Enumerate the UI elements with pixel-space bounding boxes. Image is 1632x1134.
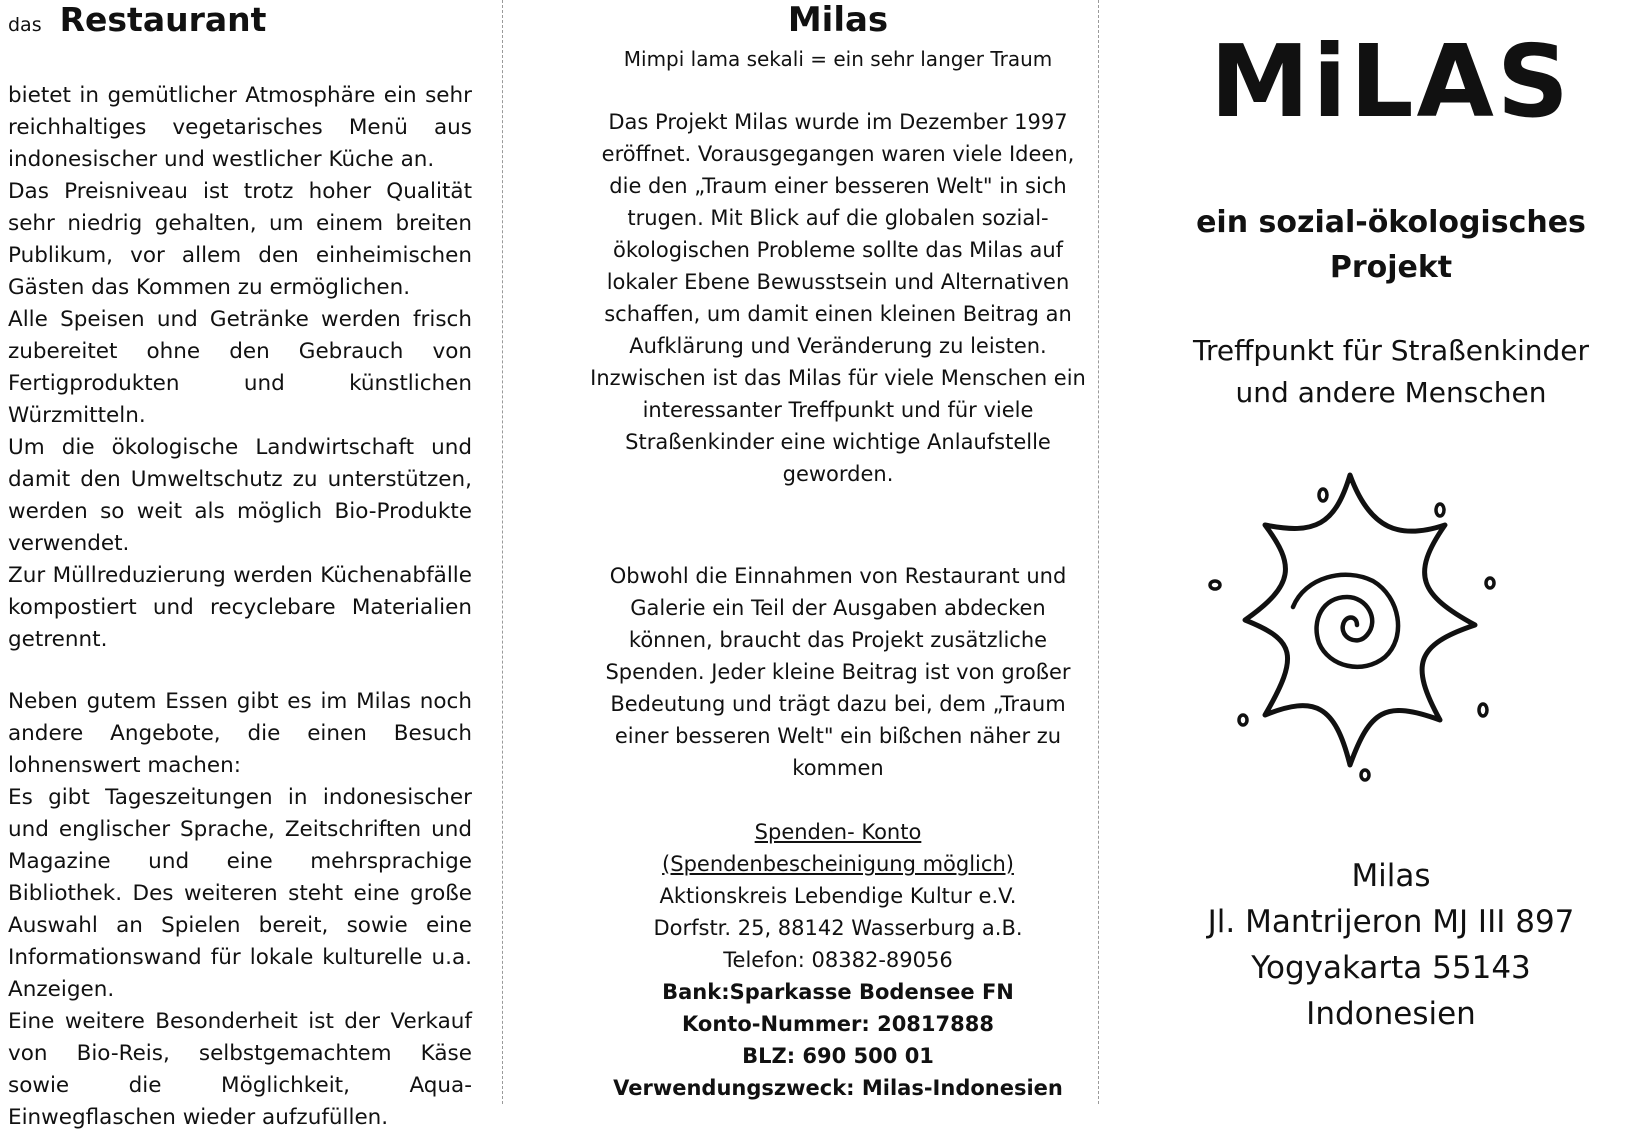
sun-spiral	[1293, 575, 1398, 667]
milas-logo-text: MiLAS	[1210, 23, 1572, 140]
account-purpose: Verwendungszweck: Milas-Indonesien	[613, 1076, 1063, 1100]
cover-subtitle-line: Projekt	[1329, 250, 1453, 285]
project-title: Milas	[787, 0, 889, 40]
address-name: Milas	[1351, 858, 1431, 894]
project-subtitle: Mimpi lama sekali = ein sehr langer Traum	[623, 47, 1053, 71]
account-bank: Bank:Sparkasse Bodensee FN	[662, 980, 1014, 1004]
restaurant-heading-article: das	[8, 14, 42, 36]
restaurant-paragraph: Alle Speisen und Getränke werden frisch zubereitet ohne den Gebrauch von Fertigprodukten und künstlichen Würzmitteln.	[8, 307, 472, 428]
donation-account	[568, 816, 1108, 1104]
cover-panel	[1150, 0, 1632, 1104]
account-number: Konto-Nummer: 20817888	[682, 1012, 994, 1036]
restaurant-heading	[8, 0, 266, 39]
spiral-sun-icon	[1185, 465, 1515, 795]
restaurant-heading-title: Restaurant	[59, 0, 267, 39]
restaurant-paragraph: Das Preisniveau ist trotz hoher Qualität sehr niedrig gehalten, um einem breiten Publikum, vor allem den einheimischen Gästen das Kommen zu ermöglichen.	[8, 179, 472, 300]
sun-dot	[1486, 578, 1494, 588]
restaurant-paragraph: Neben gutem Essen gibt es im Milas noch andere Angebote, die einen Besuch lohnenswert machen:	[8, 689, 472, 778]
address-street: Jl. Mantrijeron MJ III 897	[1207, 904, 1575, 940]
cover-subtitle-line: ein sozial-ökologisches	[1196, 205, 1586, 240]
project-intro-paragraph: Das Projekt Milas wurde im Dezember 1997 eröffnet. Vorausgegangen waren viele Ideen, die den „Traum einer besseren Welt" in sich trugen. Mit Blick auf die globalen sozial-ökologischen Probleme sollte das Milas auf lokaler Ebene Bewusstsein und Alternativen schaffen, um damit einen kleinen Beitrag an Aufklärung und Veränderung zu leisten.	[601, 110, 1075, 358]
account-receipt-note: (Spendenbescheinigung möglich)	[662, 852, 1014, 876]
cover-tagline-line: und andere Menschen	[1235, 376, 1547, 409]
fold-line-right	[1098, 0, 1099, 1104]
cover-tagline	[1150, 330, 1632, 414]
account-heading: Spenden- Konto	[754, 820, 922, 844]
donation-paragraph: Obwohl die Einnahmen von Restaurant und Galerie ein Teil der Ausgaben abdecken können, braucht das Projekt zusätzliche Spenden. Jeder kleine Beitrag ist von großer Bedeutung und trägt dazu bei, dem „Traum einer besseren Welt" ein bißchen näher zu kommen	[605, 564, 1071, 780]
restaurant-paragraph: bietet in gemütlicher Atmosphäre ein sehr reichhaltiges vegetarisches Menü aus indonesischer und westlicher Küche an.	[8, 83, 472, 172]
project-history	[568, 106, 1108, 490]
milas-address	[1150, 853, 1632, 1037]
sun-outline	[1245, 475, 1475, 765]
account-street: Dorfstr. 25, 88142 Wasserburg a.B.	[653, 916, 1023, 940]
restaurant-paragraph: Zur Müllreduzierung werden Küchenabfälle kompostiert und recyclebare Materialien getrennt.	[8, 563, 472, 652]
project-panel	[568, 0, 1108, 1104]
sun-dot	[1436, 504, 1444, 516]
address-city: Yogyakarta 55143	[1251, 950, 1531, 986]
account-phone: Telefon: 08382-89056	[723, 948, 953, 972]
restaurant-paragraph: Um die ökologische Landwirtschaft und damit den Umweltschutz zu unterstützen, werden so weit als möglich Bio-Produkte verwendet.	[8, 435, 472, 556]
sun-dot	[1319, 489, 1327, 501]
cover-subtitle	[1150, 200, 1632, 290]
restaurant-paragraph: Es gibt Tageszeitungen in indonesischer und englischer Sprache, Zeitschriften und Magazine und eine mehrsprachige Bibliothek. Des weiteren steht eine große Auswahl an Spielen bereit, sowie eine Informationswand für lokale kulturelle u.a. Anzeigen.	[8, 785, 472, 1002]
cover-tagline-line: Treffpunkt für Straßenkinder	[1192, 334, 1590, 367]
sun-dot	[1239, 715, 1247, 725]
paragraph-spacer	[8, 656, 472, 686]
donation-appeal	[568, 560, 1108, 784]
sun-dot	[1479, 704, 1487, 716]
fold-line-left	[502, 0, 503, 1104]
restaurant-panel	[8, 0, 478, 1130]
address-country: Indonesien	[1306, 996, 1476, 1032]
account-organization: Aktionskreis Lebendige Kultur e.V.	[659, 884, 1017, 908]
account-blz: BLZ: 690 500 01	[742, 1044, 934, 1068]
sun-dot	[1361, 770, 1369, 780]
project-second-paragraph: Inzwischen ist das Milas für viele Menschen ein interessanter Treffpunkt und für viele Straßenkinder eine wichtige Anlaufstelle geworden.	[590, 366, 1086, 486]
restaurant-paragraph: Eine weitere Besonderheit ist der Verkauf von Bio-Reis, selbstgemachtem Käse sowie die Möglichkeit, Aqua-Einwegflaschen wieder aufzufüllen.	[8, 1009, 472, 1130]
restaurant-description	[8, 80, 472, 1134]
sun-dot	[1210, 581, 1220, 589]
